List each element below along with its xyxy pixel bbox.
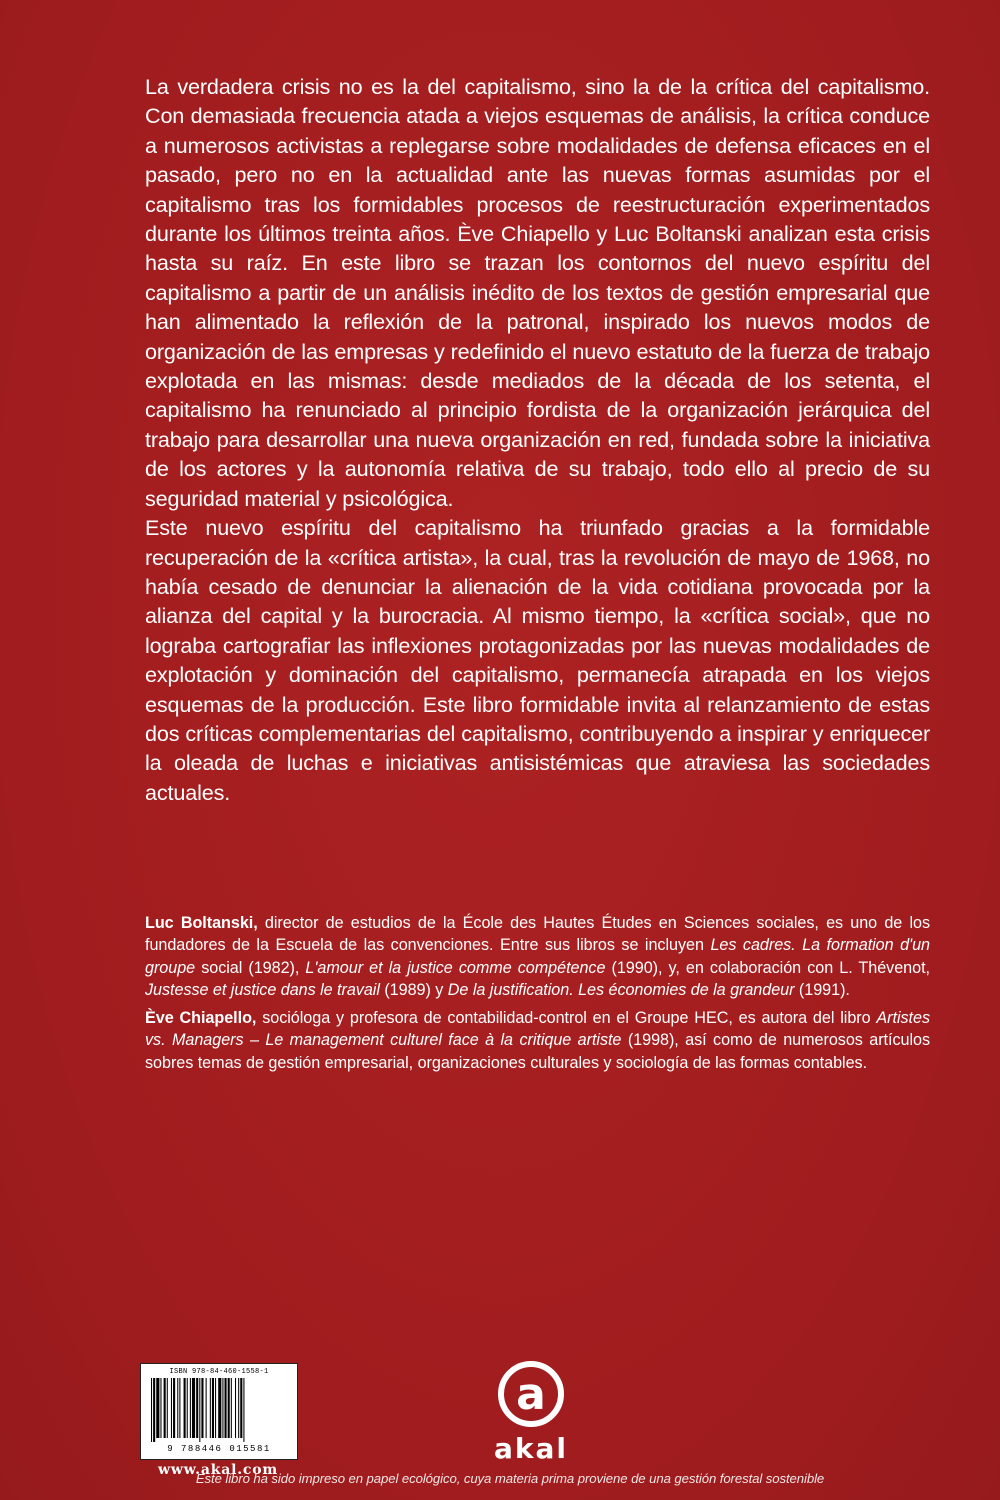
barcode-bars: [149, 1378, 289, 1442]
barcode-bar: [177, 1378, 178, 1438]
barcode-bar: [240, 1378, 242, 1438]
bio-boltanski-text-4: (1989) y: [379, 980, 448, 999]
bio-chiapello-name: Ève Chiapello,: [145, 1009, 257, 1028]
bio-boltanski-text-3: (1990), y, en colaboración con L. Thévenot,: [605, 958, 930, 977]
bio-boltanski-book-1: Les cadres. La formation d'un groupe: [145, 936, 930, 977]
bio-chiapello-text-2: (1998), así como de numerosos artículos sobres temas de gestión empresarial, organizaciones culturales y sociología de las formas contables.: [145, 1031, 930, 1072]
bio-chiapello-book-1: Artistes vs. Managers – Le management culturel face à la critique artiste: [145, 1009, 930, 1050]
barcode: [140, 1363, 298, 1460]
barcode-bar: [199, 1378, 200, 1442]
publisher-website: www.akal.com: [158, 1462, 278, 1478]
bio-boltanski-book-2: L'amour et la justice comme compétence: [305, 958, 606, 977]
bio-boltanski: [145, 912, 930, 1001]
barcode-bar: [179, 1378, 180, 1438]
barcode-bar: [218, 1378, 221, 1438]
barcode-bar: [210, 1378, 211, 1438]
barcode-bar: [187, 1378, 188, 1438]
barcode-bar: [231, 1378, 232, 1438]
barcode-bar: [184, 1378, 186, 1438]
eco-note: Este libro ha sido impreso en papel ecológico, cuya materia prima proviene de una gestión forestal sostenible: [195, 1471, 825, 1486]
synopsis-paragraph-2: Este nuevo espíritu del capitalismo ha triunfado gracias a la formidable recuperación de la «crítica artista», la cual, tras la revolución de mayo de 1968, no había cesado de denunciar la alienación de la vida cotidiana provocada por la alianza del capital y la burocracia. Al mismo tiempo, la «crítica social», que no lograba cartografiar las inflexiones protagonizadas por las nuevas modalidades de explotación y dominación del capitalismo, permanecía atrapada en los viejos esquemas de la producción. Este libro formidable invita al relanzamiento de estas dos críticas complementarias del capitalismo, contribuyendo a inspirar y enriquecer la oleada de luchas e iniciativas antisistémicas que atraviesa las sociedades actuales.: [145, 515, 930, 805]
synopsis: [145, 72, 930, 807]
bio-boltanski-text-1: director de estudios de la École des Hautes Études en Sciences sociales, es uno de los fundadores de la Escuela de las convenciones. Entre sus libros se incluyen: [145, 914, 930, 955]
barcode-bar: [196, 1378, 198, 1438]
isbn-label: ISBN 978-84-460-1558-1: [169, 1368, 269, 1376]
barcode-bar: [215, 1378, 216, 1438]
barcode-bar: [164, 1378, 166, 1438]
synopsis-paragraph-1: La verdadera crisis no es la del capitalismo, sino la de la crítica del capitalismo. Con demasiada frecuencia atada a viejos esquemas de análisis, la crítica conduce a numerosos activistas a replegarse sobre modalidades de defensa eficaces en el pasado, pero no en la actualidad ante las nuevas formas asumidas por el capitalismo tras los formidables procesos de reestructuración experimentados durante los últimos treinta años. Ève Chiapello y Luc Boltanski analizan esta crisis hasta su raíz. En este libro se trazan los contornos del nuevo espíritu del capitalismo a partir de un análisis inédito de los textos de gestión empresarial que han alimentado la reflexión de la patronal, inspirado los nuevos modos de organización de las empresas y redefinido el nuevo estatuto de la fuerza de trabajo explotada en las mismas: desde mediados de la década de los setenta, el capitalismo ha renunciado al principio fordista de la organización jerárquica del trabajo para desarrollar una nueva organización en red, fundada sobre la iniciativa de los actores y la autonomía relativa de su trabajo, todo ello al precio de su seguridad material y psicológica.: [145, 74, 930, 511]
barcode-bar: [228, 1378, 230, 1438]
bio-boltanski-book-3: Justesse et justice dans le travail: [145, 980, 380, 999]
bio-boltanski-text-2: social (1982),: [195, 958, 306, 977]
bio-boltanski-text-5: (1991).: [794, 980, 850, 999]
akal-logo-letter: a: [516, 1369, 546, 1420]
barcode-bar: [190, 1378, 191, 1438]
barcode-bar: [151, 1378, 152, 1442]
barcode-bar: [171, 1378, 172, 1438]
barcode-bar: [206, 1378, 207, 1438]
barcode-bar: [167, 1378, 168, 1438]
bio-boltanski-name: Luc Boltanski,: [145, 914, 258, 932]
author-bios: [145, 912, 930, 1080]
barcode-bar: [212, 1378, 214, 1438]
publisher-name: akal: [493, 1432, 568, 1465]
ean-digits: 9 788446 015581: [167, 1444, 271, 1454]
bio-chiapello-text-1: socióloga y profesora de contabilidad-control en el Groupe HEC, es autora del libro: [256, 1009, 877, 1028]
barcode-bar: [201, 1378, 203, 1438]
barcode-bar: [173, 1378, 175, 1438]
barcode-bar: [225, 1378, 227, 1438]
barcode-bar: [238, 1378, 239, 1438]
barcode-bar: [235, 1378, 236, 1438]
barcode-bar: [243, 1378, 244, 1442]
barcode-bar: [156, 1378, 159, 1438]
barcode-bar: [192, 1378, 195, 1438]
barcode-bar: [160, 1378, 161, 1438]
bio-boltanski-book-4: De la justification. Les économies de la grandeur: [447, 980, 795, 999]
barcode-bar: [153, 1378, 155, 1442]
barcode-bar: [222, 1378, 223, 1438]
bio-chiapello: [145, 1007, 930, 1074]
